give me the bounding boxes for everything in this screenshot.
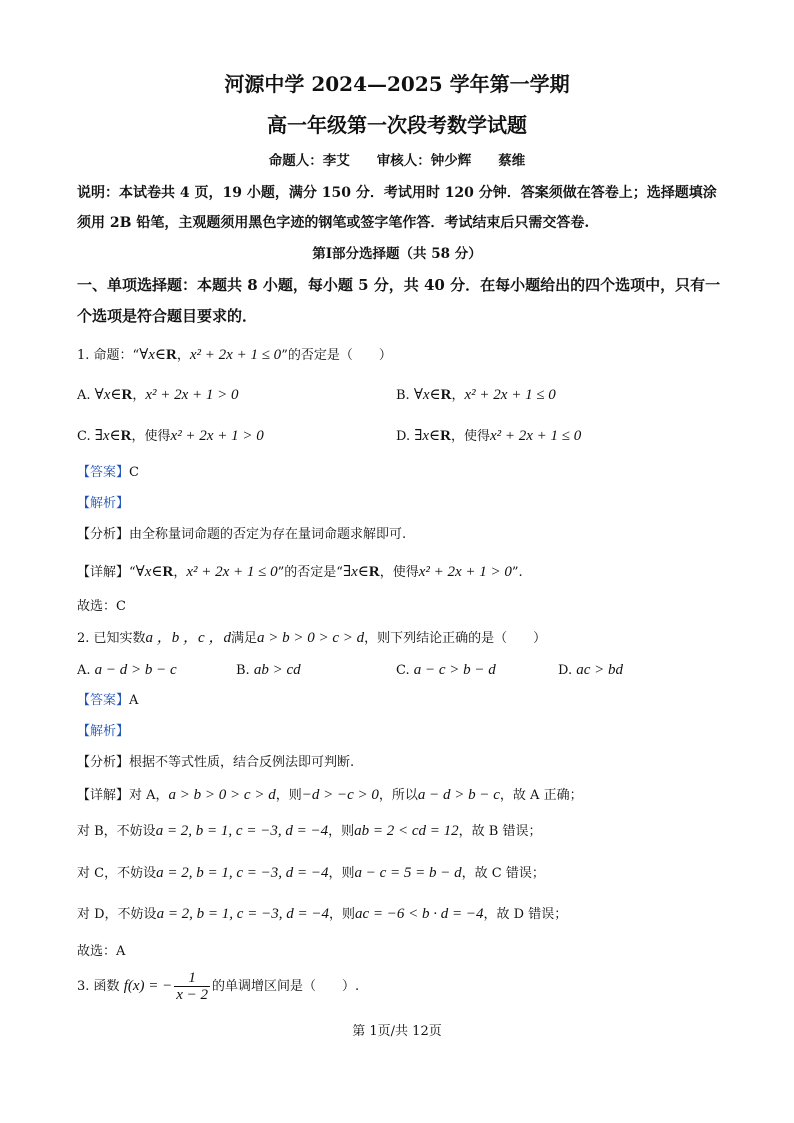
q2-stem: 2. 已知实数a ，b ，c ，d满足a > b > 0 > c > d，则下列结论正确的是（ ） (77, 630, 547, 646)
q3-stem: 3. 函数 f(x) = − $\frac{1}{x - 2}$ 的单调增区间是（ ）. (77, 970, 360, 1003)
q2-option-a: A. a − d > b − c (77, 662, 177, 678)
q1-option-b: B. ∀x∈R，x² + 2x + 1 ≤ 0 (396, 387, 556, 403)
q1-option-c: C. ∃x∈R，使得x² + 2x + 1 > 0 (77, 428, 264, 444)
exam-authors: 命题人：李艾 审核人：钟少辉 蔡维 (268, 153, 526, 169)
exam-subtitle: 高一年级第一次段考数学试题 (267, 113, 527, 137)
q2-detail-b: 对 B，不妨设a = 2, b = 1, c = −3, d = −4，则ab = 2 < cd = 12，故 B 错误； (77, 823, 542, 839)
q2-detail-c: 对 C，不妨设a = 2, b = 1, c = −3, d = −4，则a − c = 5 = b − d，故 C 错误； (77, 865, 545, 881)
q1-detail: 【详解】“∀x∈R，x² + 2x + 1 ≤ 0”的否定是“∃x∈R，使得x² + 2x + 1 > 0”. (77, 564, 523, 580)
exam-title: 河源中学 2024—2025 学年第一学期 (224, 72, 570, 96)
q2-analysis-label: 【解析】 (77, 724, 130, 739)
q2-fenxi: 【分析】根据不等式性质，结合反例法即可判断. (77, 755, 355, 770)
q1-option-a: A. ∀x∈R，x² + 2x + 1 > 0 (77, 387, 239, 403)
q2-conclusion: 故选：A (77, 944, 126, 959)
q2-detail-d: 对 D，不妨设a = 2, b = 1, c = −3, d = −4，则ac = −6 < b · d = −4，故 D 错误； (77, 906, 568, 922)
q1-conclusion: 故选：C (77, 599, 126, 614)
q2-option-d: D. ac > bd (558, 662, 624, 678)
q2-option-b: B. ab > cd (236, 662, 301, 678)
q3-fraction: $\frac{1}{x - 2}$ (176, 970, 209, 1003)
q1-fenxi: 【分析】由全称量词命题的否定为存在量词命题求解即可. (77, 527, 407, 542)
q2-answer: 【答案】A (77, 693, 139, 708)
page-footer: 第 1页/共 12页 (352, 1024, 442, 1039)
q1-analysis-label: 【解析】 (77, 496, 130, 511)
section1-title: 一、单项选择题：本题共 8 小题，每小题 5 分，共 40 分．在每小题给出的四个选项中，只有一个选项是符合题目要求的． (77, 276, 721, 325)
q1-stem: 1. 命题：“∀x∈R，x² + 2x + 1 ≤ 0”的否定是（ ） (77, 347, 392, 363)
q1-answer: 【答案】C (77, 465, 139, 480)
exam-instructions: 说明：本试卷共 4 页，19 小题，满分 150 分．考试用时 120 分钟．答案须做在答卷上；选择题填涂须用 2B 铅笔，主观题须用黑色字迹的钢笔或签字笔作答．考试结束后只需交答卷. (77, 185, 717, 231)
part1-title: 第Ⅰ部分选择题（共 58 分） (312, 246, 482, 262)
q1-option-d: D. ∃x∈R，使得x² + 2x + 1 ≤ 0 (396, 428, 582, 444)
q2-detail-a: 【详解】对 A，a > b > 0 > c > d，则−d > −c > 0，所以a − d > b − c，故 A 正确； (77, 787, 583, 803)
q2-option-c: C. a − c > b − d (396, 662, 496, 678)
